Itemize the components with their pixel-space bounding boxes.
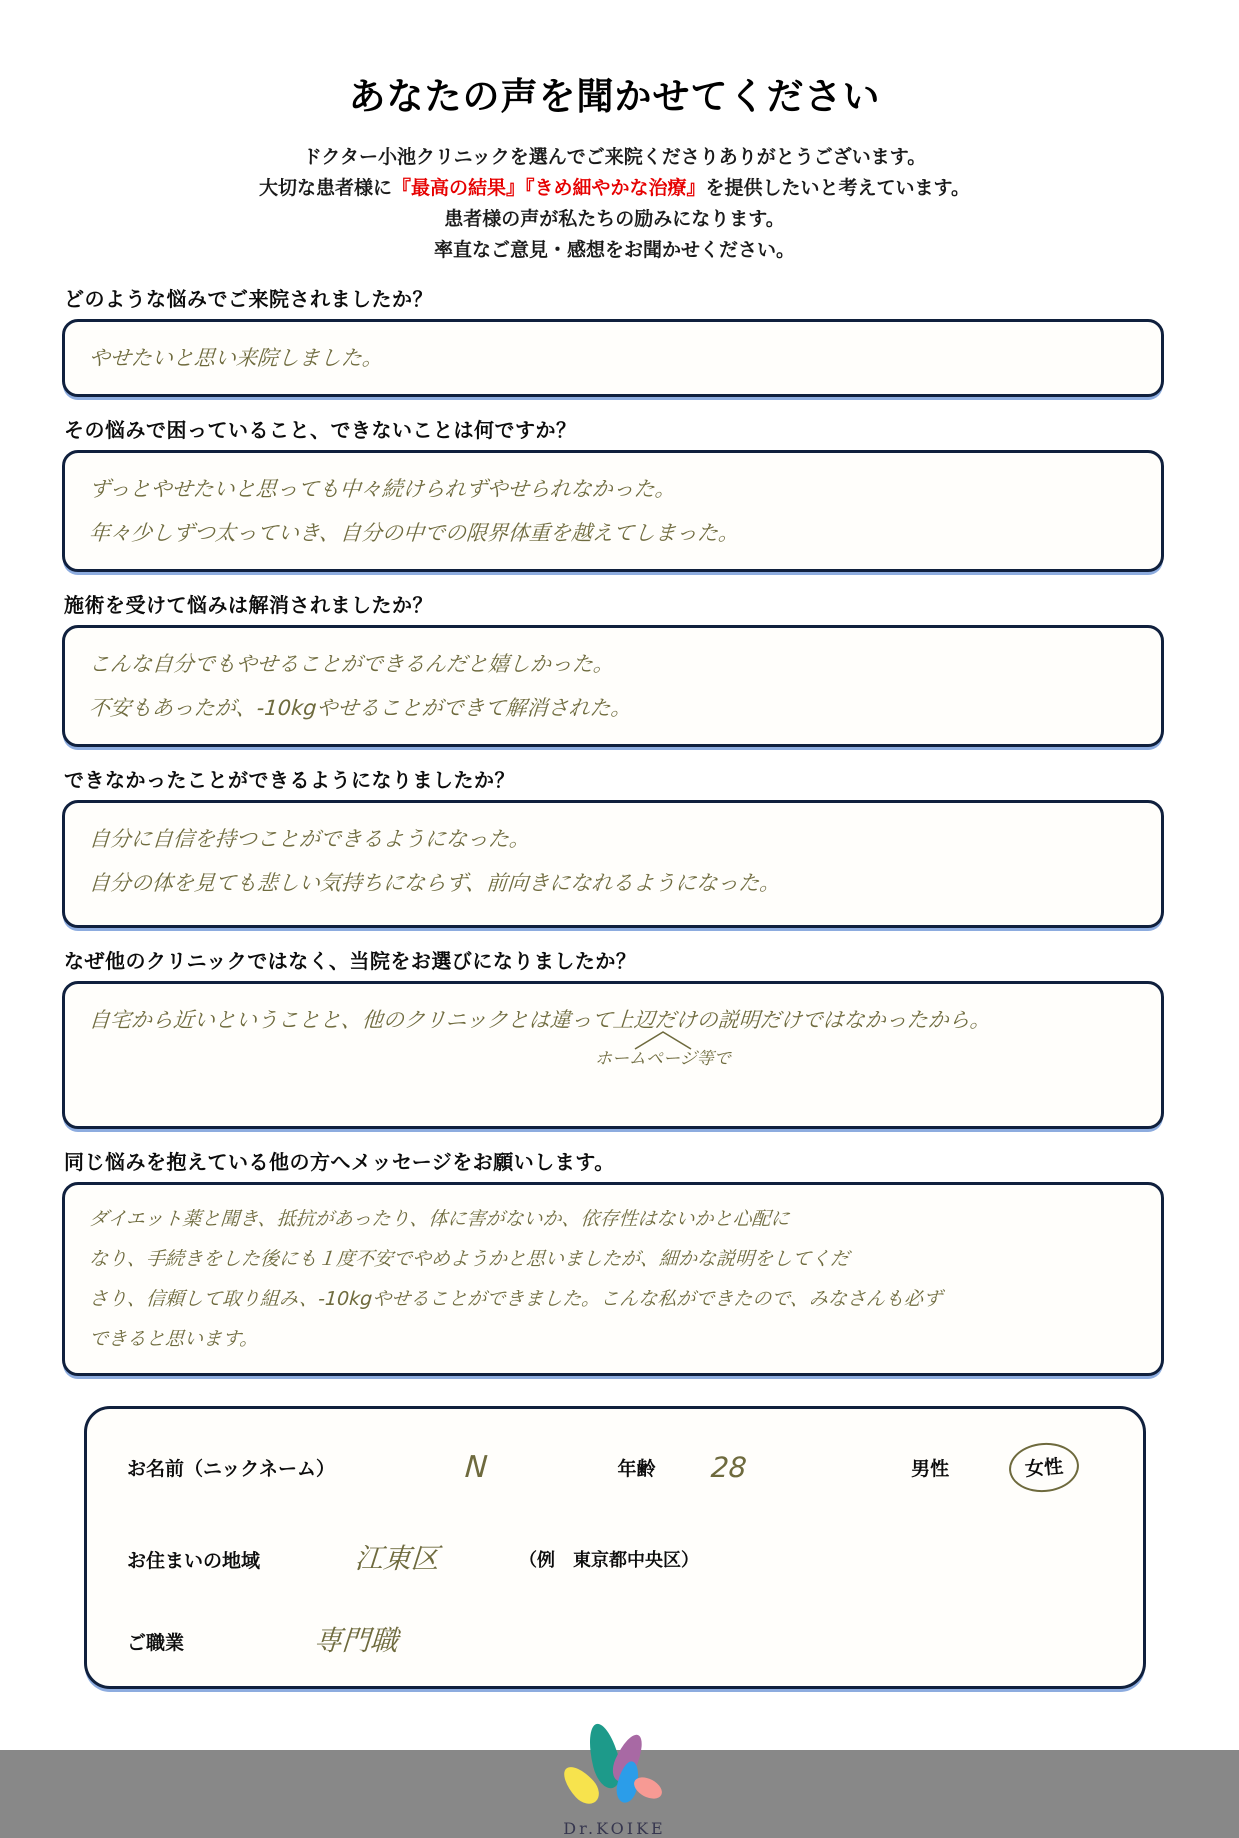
profile-row-job <box>127 1626 1103 1656</box>
question-block-2 <box>62 414 1167 572</box>
answer-box-5 <box>62 981 1164 1129</box>
page-title: あなたの声を聞かせてください <box>348 76 881 117</box>
answer-box-6 <box>62 1182 1164 1376</box>
handwritten-answer: 不安もあったが、-10kgやせることができて解消された。 <box>88 696 633 720</box>
question-label-5: なぜ他のクリニックではなく、当院をお選びになりましたか？ <box>64 951 637 973</box>
female-option: 女性 <box>1007 1440 1081 1495</box>
handwritten-answer: さり、信頼して取り組み、-10kgやせることができました。こんな私ができたので、みなさんも必ず <box>88 1288 943 1310</box>
intro-line-2: 大切な患者様に『最高の結果』『きめ細やかな治療』を提供したいと考えています。 <box>258 178 971 199</box>
caret-mark <box>631 1030 695 1050</box>
area-example: （例 東京都中央区） <box>519 1550 700 1570</box>
question-label-2: その悩みで困っていること、できないことは何ですか？ <box>64 420 577 442</box>
highlight-careful-treatment: 『きめ細やかな治療』 <box>525 178 706 199</box>
feather-logo-icon <box>555 1723 675 1815</box>
male-option: 男性 <box>911 1459 950 1480</box>
job-label: ご職業 <box>127 1632 185 1654</box>
question-label-4: できなかったことができるようになりましたか？ <box>64 770 515 792</box>
handwritten-answer: 自宅から近いということと、他のクリニックとは違って上辺だけの説明だけではなかったから。 <box>88 1008 992 1032</box>
question-block-3 <box>62 589 1167 747</box>
question-block-1 <box>62 283 1167 397</box>
intro-line-4: 率直なご意見・感想をお聞かせください。 <box>433 240 795 261</box>
handwritten-answer: ずっとやせたいと思っても中々続けられずやせられなかった。 <box>88 477 677 501</box>
handwritten-answer: 自分に自信を持つことができるようになった。 <box>88 827 531 851</box>
logo-text: Dr.KOIKE <box>563 1819 666 1838</box>
intro-line-1: ドクター小池クリニックを選んでご来院くださりありがとうございます。 <box>302 147 927 168</box>
handwritten-answer: 年々少しずつ太っていき、自分の中での限界体重を越えてしまった。 <box>88 521 741 545</box>
intro-text <box>62 142 1167 266</box>
name-label: お名前（ニックネーム） <box>127 1459 336 1480</box>
handwritten-answer: 自分の体を見ても悲しい気持ちにならず、前向きになれるようになった。 <box>88 871 782 895</box>
question-label-3: 施術を受けて悩みは解消されましたか？ <box>64 595 433 617</box>
question-block-4 <box>62 764 1167 928</box>
profile-box <box>84 1406 1146 1689</box>
question-label-1: どのような悩みでご来院されましたか？ <box>64 289 433 311</box>
answer-box-4 <box>62 800 1164 928</box>
age-value: 28 <box>709 1450 748 1484</box>
answer-box-2 <box>62 450 1164 572</box>
question-label-6: 同じ悩みを抱えている他の方へメッセージをお願いします。 <box>64 1152 615 1174</box>
answer-box-3 <box>62 625 1164 747</box>
handwritten-answer: なり、手続きをした後にも１度不安でやめようかと思いましたが、細かな説明をしてくだ <box>88 1248 850 1270</box>
clinic-logo <box>535 1723 695 1838</box>
area-label: お住まいの地域 <box>127 1550 261 1572</box>
handwritten-answer: やせたいと思い来院しました。 <box>88 346 384 370</box>
question-block-6 <box>62 1146 1167 1376</box>
highlight-best-result: 『最高の結果』 <box>392 178 526 199</box>
profile-row-name-age-gender <box>127 1443 1103 1492</box>
age-label: 年齢 <box>617 1459 656 1480</box>
handwritten-answer: こんな自分でもやせることができるんだと嬉しかった。 <box>88 652 615 676</box>
question-block-5 <box>62 945 1167 1129</box>
annotation-text: ホームページ等で <box>594 1049 732 1069</box>
name-value: N <box>463 1449 489 1485</box>
area-value: 江東区 <box>353 1542 441 1575</box>
profile-row-area <box>127 1544 1103 1574</box>
handwritten-annotation <box>595 1030 731 1068</box>
handwritten-answer: ダイエット薬と聞き、抵抗があったり、体に害がないか、依存性はないかと心配に <box>88 1208 791 1230</box>
female-option-circled <box>1009 1443 1079 1492</box>
answer-box-1 <box>62 319 1164 397</box>
handwritten-answer: できると思います。 <box>88 1328 260 1350</box>
intro-line-3: 患者様の声が私たちの励みになります。 <box>444 209 785 230</box>
job-value: 専門職 <box>312 1624 400 1657</box>
